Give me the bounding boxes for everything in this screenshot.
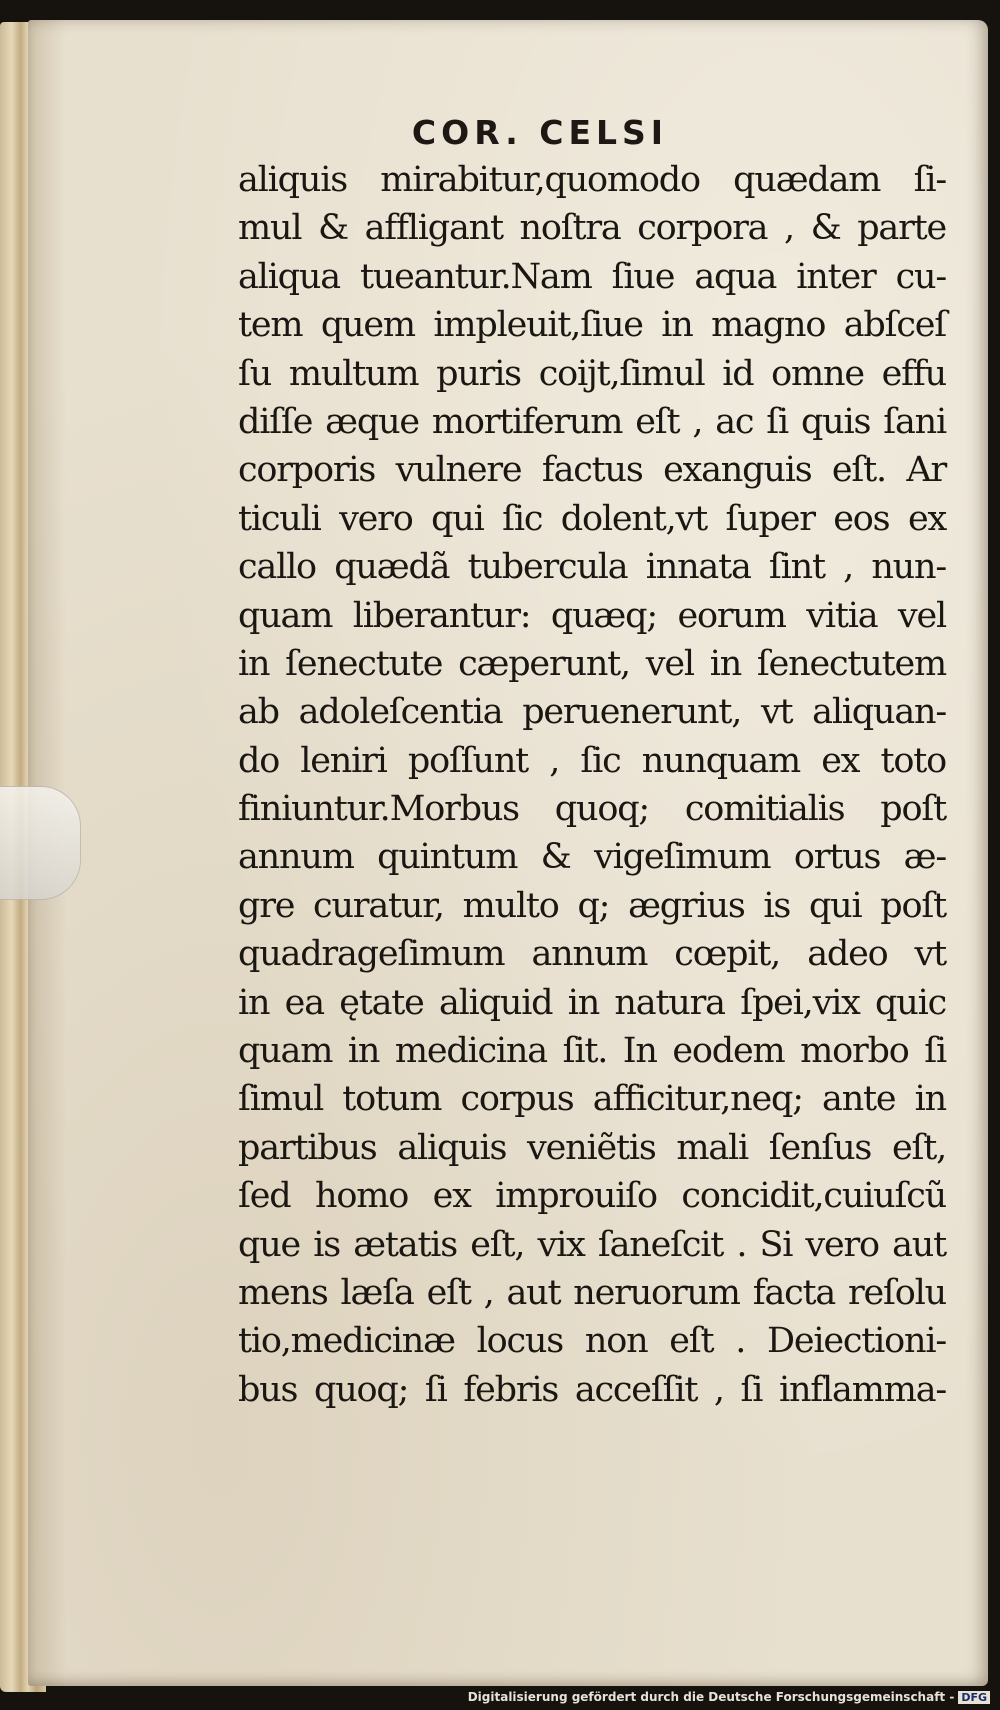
text-line: tem quem impleuit,ſiue in magno abſceſ — [238, 305, 946, 346]
text-line: diſſe æque mortiferum eſt , ac ſi quis ſani — [238, 401, 946, 442]
page-clip-tab — [0, 786, 81, 900]
text-line: quadrageſimum annum cœpit, adeo vt — [238, 934, 946, 975]
text-line: aliqua tueantur.Nam ſiue aqua inter cu- — [238, 256, 946, 297]
text-line: ſimul totum corpus afficitur,neq; ante in — [238, 1079, 946, 1120]
text-block — [238, 156, 946, 1414]
text-line: ſed homo ex improuiſo concidit,cuiuſcũ — [238, 1176, 946, 1217]
text-line: que is ætatis eſt, vix ſaneſcit . Si vero aut — [238, 1224, 946, 1265]
text-line: quam liberantur: quæq; eorum vitia vel — [238, 595, 946, 636]
text-line: ſu multum puris coijt,ſimul id omne effu — [238, 353, 946, 394]
dfg-logo: DFG — [958, 1691, 990, 1704]
text-line: aliquis mirabitur,quomodo quædam ſi- — [238, 160, 946, 200]
text-line: in ea ętate aliquid in natura ſpei,vix quic — [238, 982, 946, 1023]
text-line: ticuli vero qui ſic dolent,vt ſuper eos ex — [238, 498, 946, 539]
text-line: in ſenectute cæperunt, vel in ſenectutem — [238, 643, 946, 684]
text-line: do leniri poſſunt , ſic nunquam ex toto — [238, 740, 946, 781]
text-line: ab adoleſcentia peruenerunt, vt aliquan- — [238, 692, 946, 733]
text-line: mens læſa eſt , aut neruorum facta reſolu — [238, 1272, 946, 1313]
text-line: mul & affligant noſtra corpora , & parte — [238, 208, 946, 249]
text-line: tio,medicinæ locus non eſt . Deiectioni- — [238, 1321, 946, 1362]
text-line: partibus aliquis veniẽtis mali ſenſus eſt, — [238, 1127, 946, 1168]
text-line: bus quoq; ſi febris acceſſit , ſi inflamma- — [238, 1369, 946, 1410]
text-line: quam in medicina ſit. In eodem morbo ſi — [238, 1031, 946, 1072]
text-line: callo quædã tubercula innata ſint , nun- — [238, 547, 946, 588]
text-line: annum quintum & vigeſimum ortus æ- — [238, 837, 946, 878]
text-line: finiuntur.Morbus quoq; comitialis poſt — [238, 789, 946, 830]
text-line: corporis vulnere factus exanguis eſt. Ar — [238, 450, 946, 491]
running-title-text: COR. CELSI — [411, 113, 669, 152]
credit-text: Digitalisierung gefördert durch die Deutsche Forschungsgemeinschaft - — [467, 1690, 955, 1704]
digitization-credit — [468, 1690, 990, 1704]
running-title — [0, 113, 1000, 152]
text-line: gre curatur, multo q; ægrius is qui poſt — [238, 885, 946, 926]
